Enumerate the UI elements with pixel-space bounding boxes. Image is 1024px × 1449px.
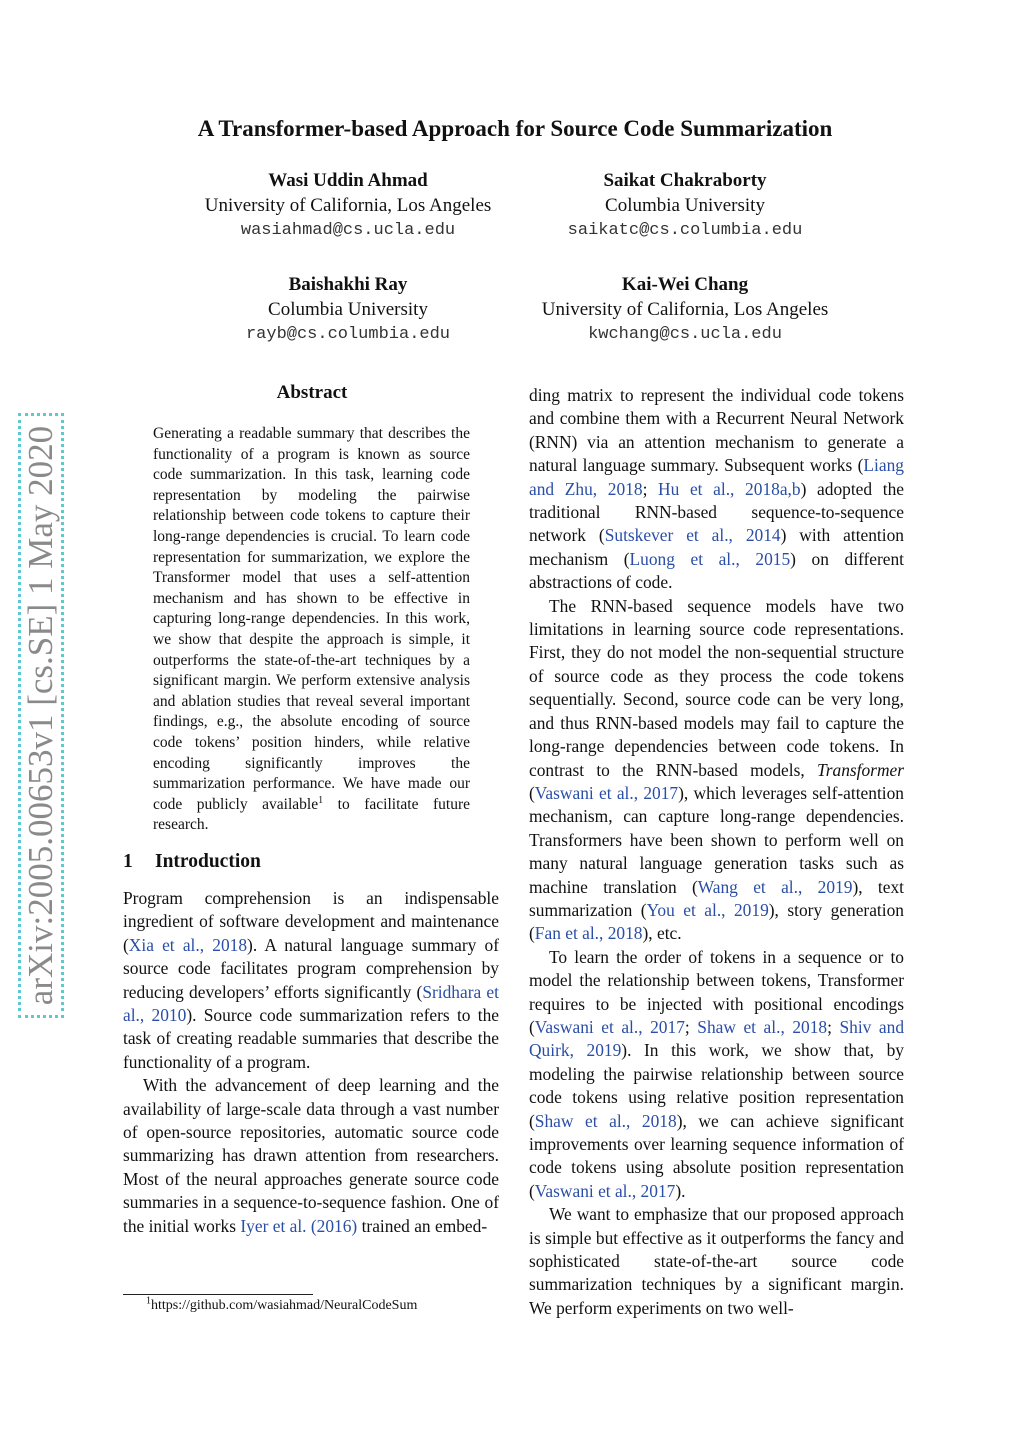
citation-link[interactable]: Vaswani et al., 2017 (534, 782, 679, 803)
citation-link[interactable]: Wang et al., 2019 (697, 876, 853, 897)
citation-link[interactable]: Vaswani et al., 2017 (534, 1180, 676, 1201)
intro-paragraph-2: With the advancement of deep learning and the availability of large-scale data through a vast number of open-source repositories, automatic source code summarizing has drawn attention from researchers. Most of the neural approaches generate source code summaries in a sequence-to-sequence fashion. One of the initial works Iyer et al. (2016) trained an embed- (123, 1075, 499, 1236)
intro-paragraph-1: Program comprehension is an indispensable ingredient of software development and maintenance (Xia et al., 2018). A natural language summary of source code facilitates program comprehension by reducing developers’ efforts significantly (Sridhara et al., 2010). Source code summarization refers to the task of creating readable summaries that describe the functionality of a program. (123, 888, 500, 1072)
footnote-marker: 1 (318, 794, 324, 806)
paper-title: A Transformer-based Approach for Source Code Summarization (197, 116, 833, 141)
footnote (146, 1295, 418, 1314)
citation-link[interactable]: Vaswani et al., 2017 (534, 1016, 685, 1037)
intro-paragraph-4: To learn the order of tokens in a sequence or to model the relationship between tokens, Transformer requires to be injected with positional encodings (Vaswani et al., 2017; Shaw et al., 2018; Shiv and Quirk, 2019). In this work, we show that, by modeling the pairwise relationship between source code tokens using relative position representation (Shaw et al., 2018), we can achieve significant improvements over learning sequence information of code tokens using absolute position representation (Vaswani et al., 2017). (529, 946, 905, 1201)
author-block (178, 168, 518, 243)
author-affiliation: University of California, Los Angeles (541, 299, 829, 320)
citation-link[interactable]: Iyer et al. (2016) (240, 1215, 358, 1236)
author-email: saikatc@cs.columbia.edu (567, 221, 803, 240)
author-block (525, 272, 845, 347)
citation-link[interactable]: Liang and Zhu, 2018 (529, 455, 904, 499)
left-column (123, 887, 499, 1238)
author-name: Kai-Wei Chang (621, 274, 749, 295)
citation-link[interactable]: Sutskever et al., 2014 (604, 525, 781, 546)
citation-link[interactable]: You et al., 2019 (646, 899, 769, 920)
author-block (178, 272, 518, 347)
intro-paragraph-3: The RNN-based sequence models have two limitations in learning source code representations. First, they do not model the non-sequential structure of source code as they process the code tokens sequentially. Second, source code can be very long, and thus RNN-based models may fail to capture the long-range dependencies between code tokens. In contrast to the RNN-based models, Transformer (Vaswani et al., 2017), which leverages self-attention mechanism, can capture long-range dependencies. Transformers have been shown to perform well on many natural language generation tasks such as machine translation (Wang et al., 2019), text summarization (You et al., 2019), story generation (Fan et al., 2018), etc. (529, 595, 904, 944)
citation-link[interactable]: Xia et al., 2018 (128, 934, 248, 955)
author-block (525, 168, 845, 243)
footnote-url[interactable]: https://github.com/wasiahmad/NeuralCodeSum (151, 1298, 418, 1313)
citation-link[interactable]: Hu et al., 2018a,b (658, 478, 801, 499)
author-name: Baishakhi Ray (288, 274, 408, 295)
author-name: Saikat Chakraborty (603, 170, 767, 191)
arxiv-identifier-stamp: arXiv:2005.00653v1 [cs.SE] 1 May 2020 (18, 413, 64, 1018)
abstract-text: Generating a readable summary that describes the functionality of a program is known as source code summarization. In this task, learning code representation by modeling the pairwise relationship between code tokens to capture their long-range dependencies is crucial. To learn code representation for summarization, we explore the Transformer model that uses a self-attention mechanism and has shown to be effective in capturing long-range dependencies. In this work, we show that despite the approach is simple, it outperforms the state-of-the-art techniques by a significant margin. We perform extensive analysis and ablation studies that reveal several important findings, e.g., the absolute encoding of source code tokens’ position hinders, while relative encoding significantly improves the summarization performance. We have made our code publicly available$^1$ to facilitate future research. (153, 425, 471, 834)
citation-link[interactable]: Shiv and Quirk, 2019 (529, 1016, 905, 1061)
author-affiliation: University of California, Los Angeles (204, 195, 492, 216)
citation-link[interactable]: Shaw et al., 2018 (697, 1016, 828, 1037)
right-column (529, 384, 904, 1320)
section-title: Introduction (155, 851, 261, 872)
paragraph-continuation-marker: trained an embed- (357, 1215, 488, 1236)
author-affiliation: Columbia University (605, 195, 765, 216)
author-email: kwchang@cs.ucla.edu (588, 325, 782, 344)
author-email: wasiahmad@cs.ucla.edu (240, 221, 456, 240)
section-number: 1 (123, 851, 133, 872)
section-heading-introduction (123, 851, 261, 873)
citation-link[interactable]: Shaw et al., 2018 (534, 1110, 677, 1131)
continued-text: ding matrix to represent the individual code tokens and combine them with a Recurrent Neural Network (RNN) via an attention mechanism to generate a natural language summary. Subsequent works ( (529, 385, 904, 476)
author-affiliation: Columbia University (268, 299, 428, 320)
author-email: rayb@cs.columbia.edu (245, 325, 451, 344)
footnote-number: 1 (146, 1295, 151, 1307)
author-name: Wasi Uddin Ahmad (268, 170, 428, 191)
citation-link[interactable]: Sridhara et al., 2010 (123, 981, 499, 1026)
abstract-heading: Abstract (276, 382, 348, 403)
citation-link[interactable]: Luong et al., 2015 (629, 548, 791, 569)
footnote-divider (123, 1294, 313, 1295)
intro-paragraph-5: We want to emphasize that our proposed approach is simple but effective as it outperforms the fancy and sophisticated state-of-the-art source code summarization techniques by a significant margin. We perform experiments on two well- (529, 1204, 904, 1318)
intro-paragraph-2-continued: ding matrix to represent the individual code tokens and combine them with a Recurrent Neural Network (RNN) via an attention mechanism to generate a natural language summary. Subsequent works (Liang and Zhu, 2018; Hu et al., 2018a,b) adopted the traditional RNN-based sequence-to-sequence network (Sutskever et al., 2014) with attention mechanism (Luong et al., 2015) on different abstractions of code. (529, 385, 904, 593)
citation-link[interactable]: Fan et al., 2018 (534, 923, 643, 944)
